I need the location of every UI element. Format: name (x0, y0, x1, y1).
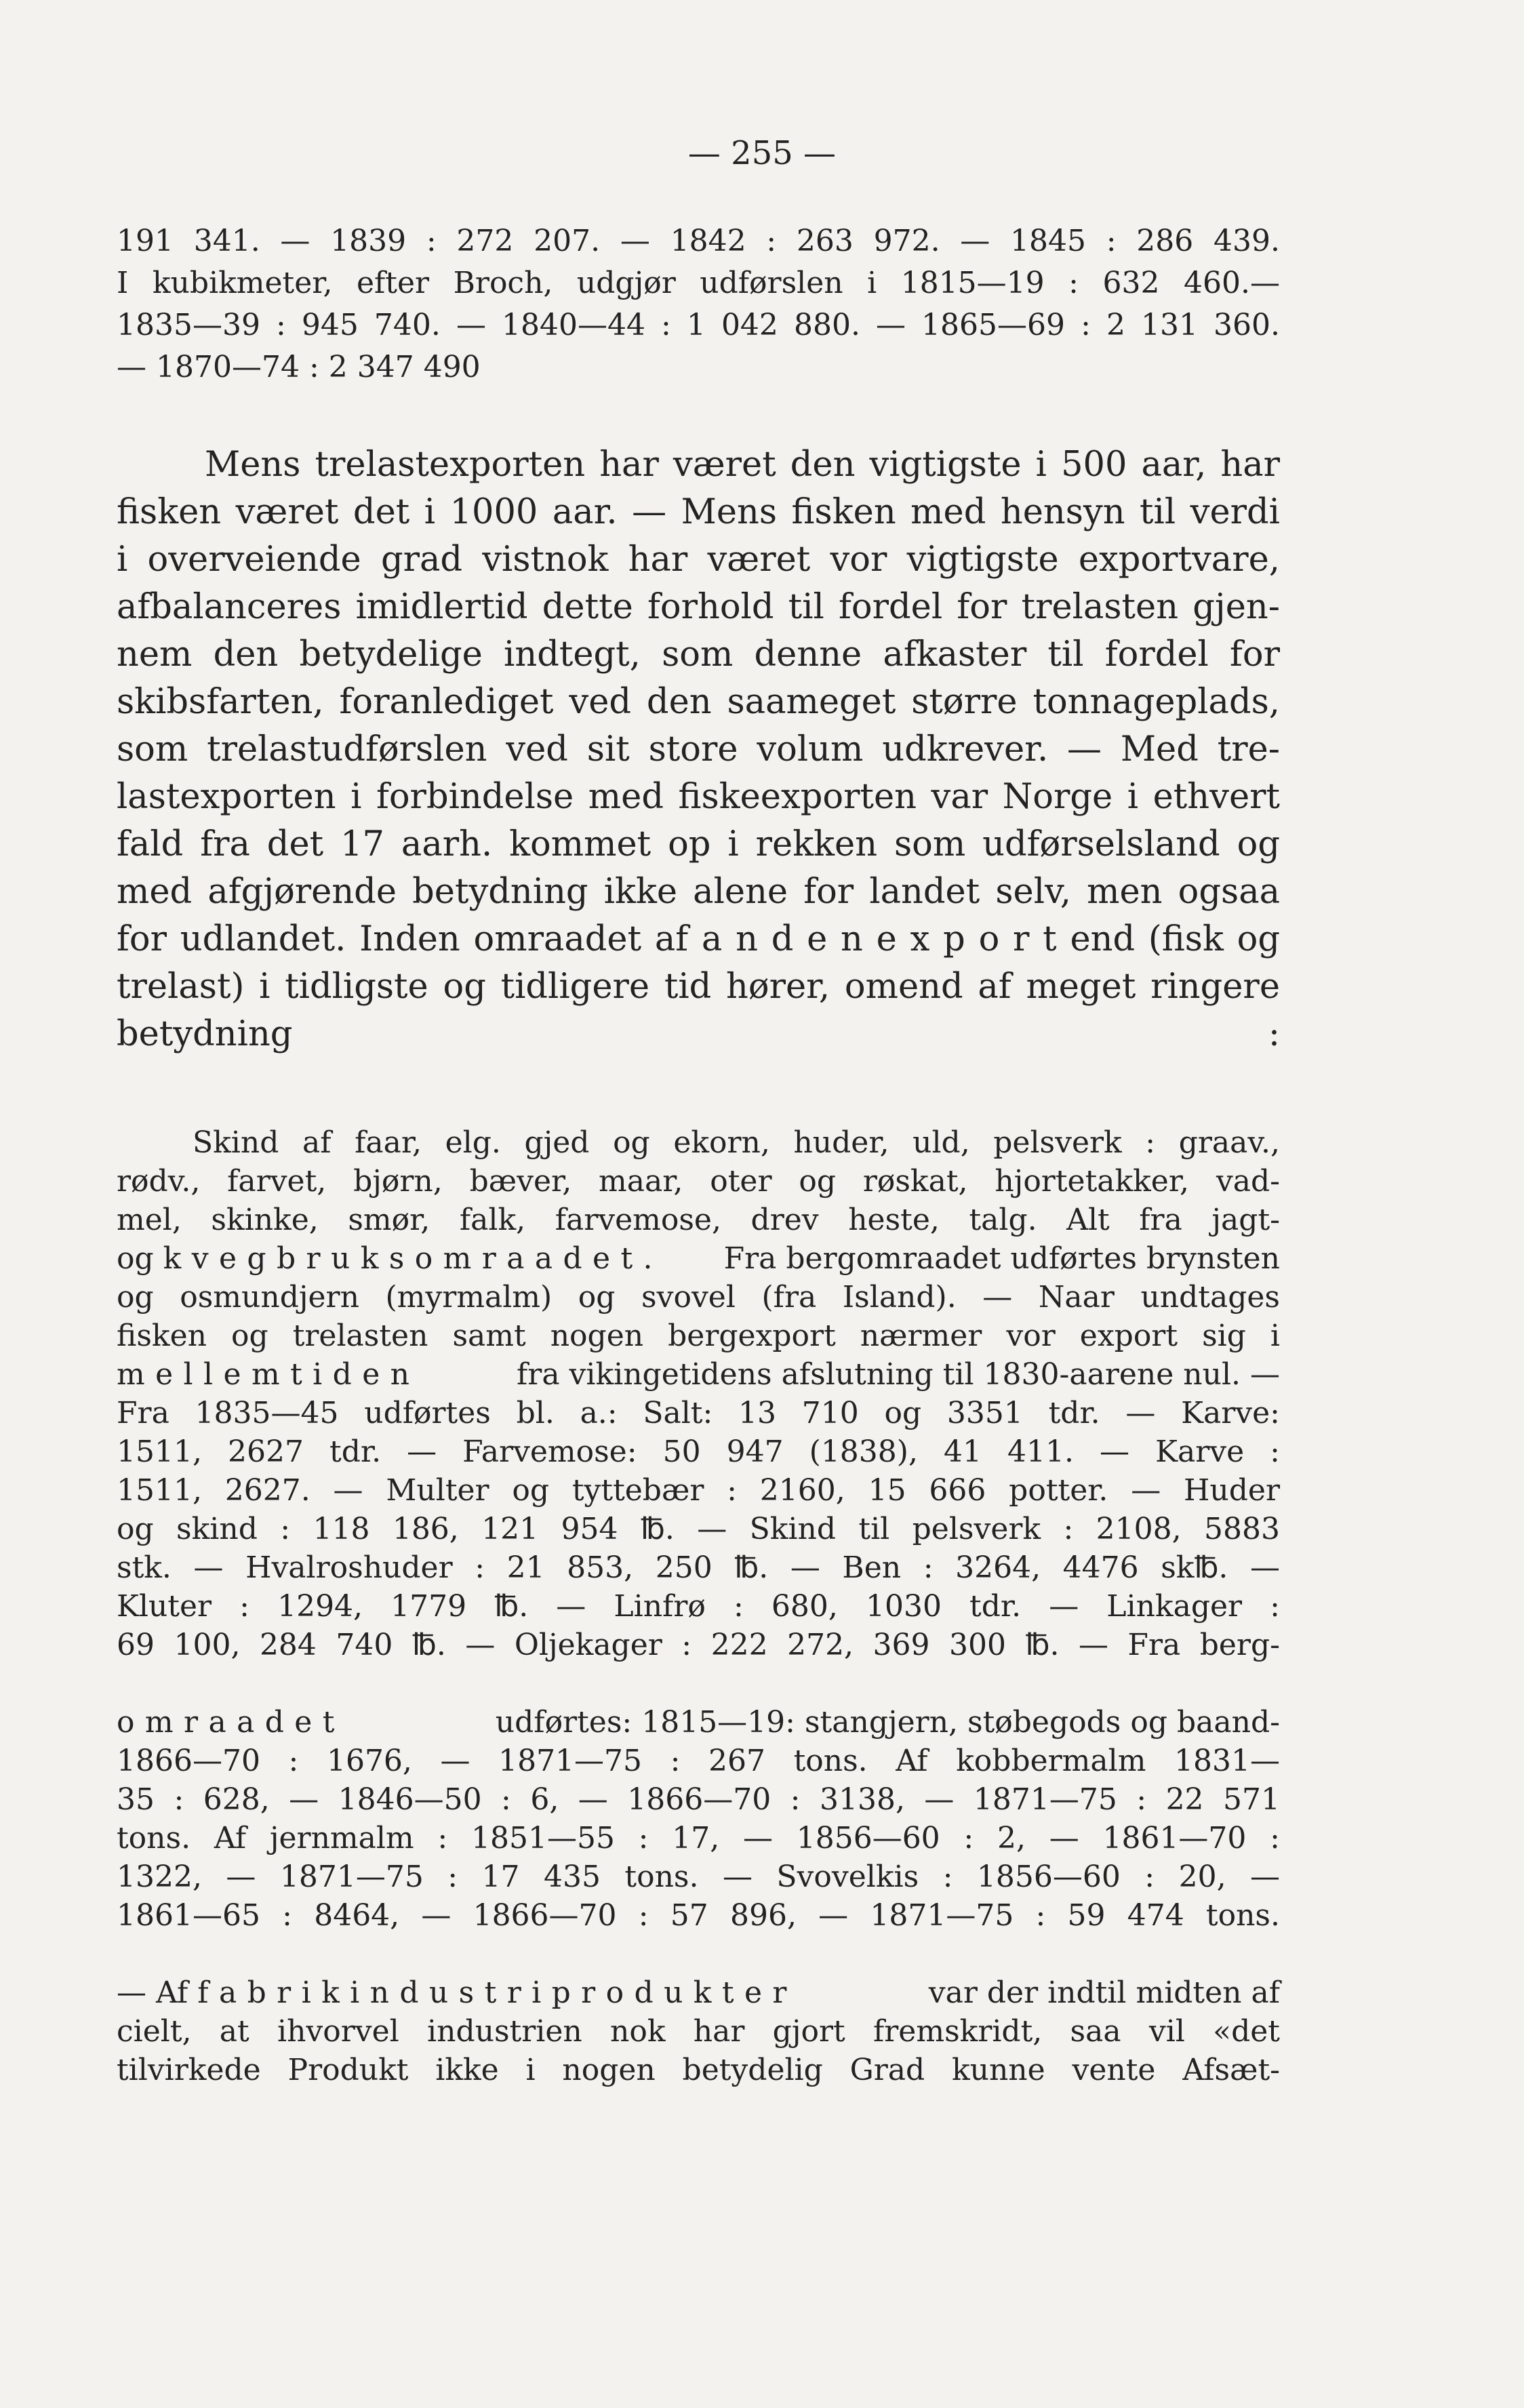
text-line: fisken været det i 1000 aar. — Mens fisken med hensyn til verdi (117, 492, 1280, 532)
text-line: 1511, 2627. — Multer og tyttebær : 2160, 15 666 potter. — Huder (117, 1473, 1280, 1508)
text-line: nem den betydelige indtegt, som denne afkaster til fordel for (117, 635, 1280, 675)
text-line: 35 : 628, — 1846—50 : 6, — 1866—70 : 3138, — 1871—75 : 22 571 (117, 1782, 1280, 1817)
text-line: stk. — Hvalroshuder : 21 853, 250 ℔. — Ben : 3264, 4476 sk℔. — (117, 1550, 1280, 1585)
text-line (117, 1357, 1280, 1392)
text-line: I kubikmeter, efter Broch, udgjør udførslen i 1815—19 : 632 460.— (117, 266, 1280, 300)
text-line: trelast) i tidligste og tidligere tid hører, omend af meget ringere (117, 967, 1280, 1007)
text-segment: udførtes: 1815—19: stangjern, støbegods og baand- (495, 1705, 1280, 1740)
text-line: for udlandet. Inden omraadet af a n d e n e x p o r t end (fisk og (117, 919, 1280, 959)
text-line: rødv., farvet, bjørn, bæver, maar, oter og røskat, hjortetakker, vad- (117, 1164, 1280, 1199)
text-line (117, 1975, 1280, 2010)
text-line: afbalanceres imidlertid dette forhold til fordel for trelasten gjen- (117, 587, 1280, 627)
text-word: og (117, 1241, 154, 1276)
spaced-word: mellemtiden (117, 1357, 420, 1392)
spaced-word: omraadet (117, 1705, 345, 1740)
text-line: i overveiende grad vistnok har været vor vigtigste exportvare, (117, 540, 1280, 580)
spaced-word: kvegbruksomraadet. (163, 1241, 663, 1276)
text-line: mel, skinke, smør, falk, farvemose, drev heste, talg. Alt fra jagt- (117, 1203, 1280, 1237)
text-line: 1866—70 : 1676, — 1871—75 : 267 tons. Af kobbermalm 1831— (117, 1744, 1280, 1778)
text-line: som trelastudførslen ved sit store volum udkrever. — Med tre- (117, 729, 1280, 769)
text-line: Fra 1835—45 udførtes bl. a.: Salt: 13 710 og 3351 tdr. — Karve: (117, 1396, 1280, 1430)
text-line: betydning : (117, 1014, 1280, 1054)
text-segment: Fra bergomraadet udførtes brynsten (723, 1241, 1280, 1276)
text-word: — Af (117, 1975, 188, 2010)
text-line: 69 100, 284 740 ℔. — Oljekager : 222 272, 369 300 ℔. — Fra berg- (117, 1628, 1280, 1662)
text-line: lastexporten i forbindelse med fiskeexporten var Norge i ethvert (117, 777, 1280, 817)
text-line: tons. Af jernmalm : 1851—55 : 17, — 1856—60 : 2, — 1861—70 : (117, 1821, 1280, 1855)
text-segment: fra vikingetidens afslutning til 1830-aarene nul. — (517, 1357, 1280, 1392)
text-line: fisken og trelasten samt nogen bergexport nærmer vor export sig i (117, 1319, 1280, 1353)
text-line (117, 1241, 1280, 1276)
text-line: 191 341. — 1839 : 272 207. — 1842 : 263 972. — 1845 : 286 439. (117, 224, 1280, 258)
text-segment (117, 1975, 797, 2010)
text-line: 1322, — 1871—75 : 17 435 tons. — Svovelkis : 1856—60 : 20, — (117, 1860, 1280, 1894)
text-line: og osmundjern (myrmalm) og svovel (fra Island). — Naar undtages (117, 1280, 1280, 1315)
text-line: Skind af faar, elg. gjed og ekorn, huder, uld, pelsverk : graav., (193, 1125, 1280, 1160)
text-segment: var der indtil midten af (928, 1975, 1280, 2010)
text-line: cielt, at ihvorvel industrien nok har gjort fremskridt, saa vil «det (117, 2014, 1280, 2049)
text-line: og skind : 118 186, 121 954 ℔. — Skind til pelsverk : 2108, 5883 (117, 1512, 1280, 1546)
text-line: fald fra det 17 aarh. kommet op i rekken som udførselsland og (117, 824, 1280, 864)
text-line: med afgjørende betydning ikke alene for landet selv, men ogsaa (117, 872, 1280, 912)
text-line: skibsfarten, foranlediget ved den saameget større tonnageplads, (117, 682, 1280, 722)
text-line: 1861—65 : 8464, — 1866—70 : 57 896, — 1871—75 : 59 474 tons. (117, 1898, 1280, 1933)
text-line: Kluter : 1294, 1779 ℔. — Linfrø : 680, 1030 tdr. — Linkager : (117, 1589, 1280, 1624)
text-line: Mens trelastexporten har været den vigtigste i 500 aar, har (205, 445, 1280, 485)
text-line: — 1870—74 : 2 347 490 (117, 350, 481, 384)
text-segment (117, 1241, 663, 1276)
text-line: 1835—39 : 945 740. — 1840—44 : 1 042 880. — 1865—69 : 2 131 360. (117, 308, 1280, 342)
spaced-word: fabrikindustriprodukter (197, 1975, 797, 2010)
text-line: 1511, 2627 tdr. — Farvemose: 50 947 (1838), 41 411. — Karve : (117, 1434, 1280, 1469)
page-number: — 255 — (687, 134, 837, 172)
text-line: tilvirkede Produkt ikke i nogen betydelig Grad kunne vente Afsæt- (117, 2053, 1280, 2087)
text-line (117, 1705, 1280, 1740)
